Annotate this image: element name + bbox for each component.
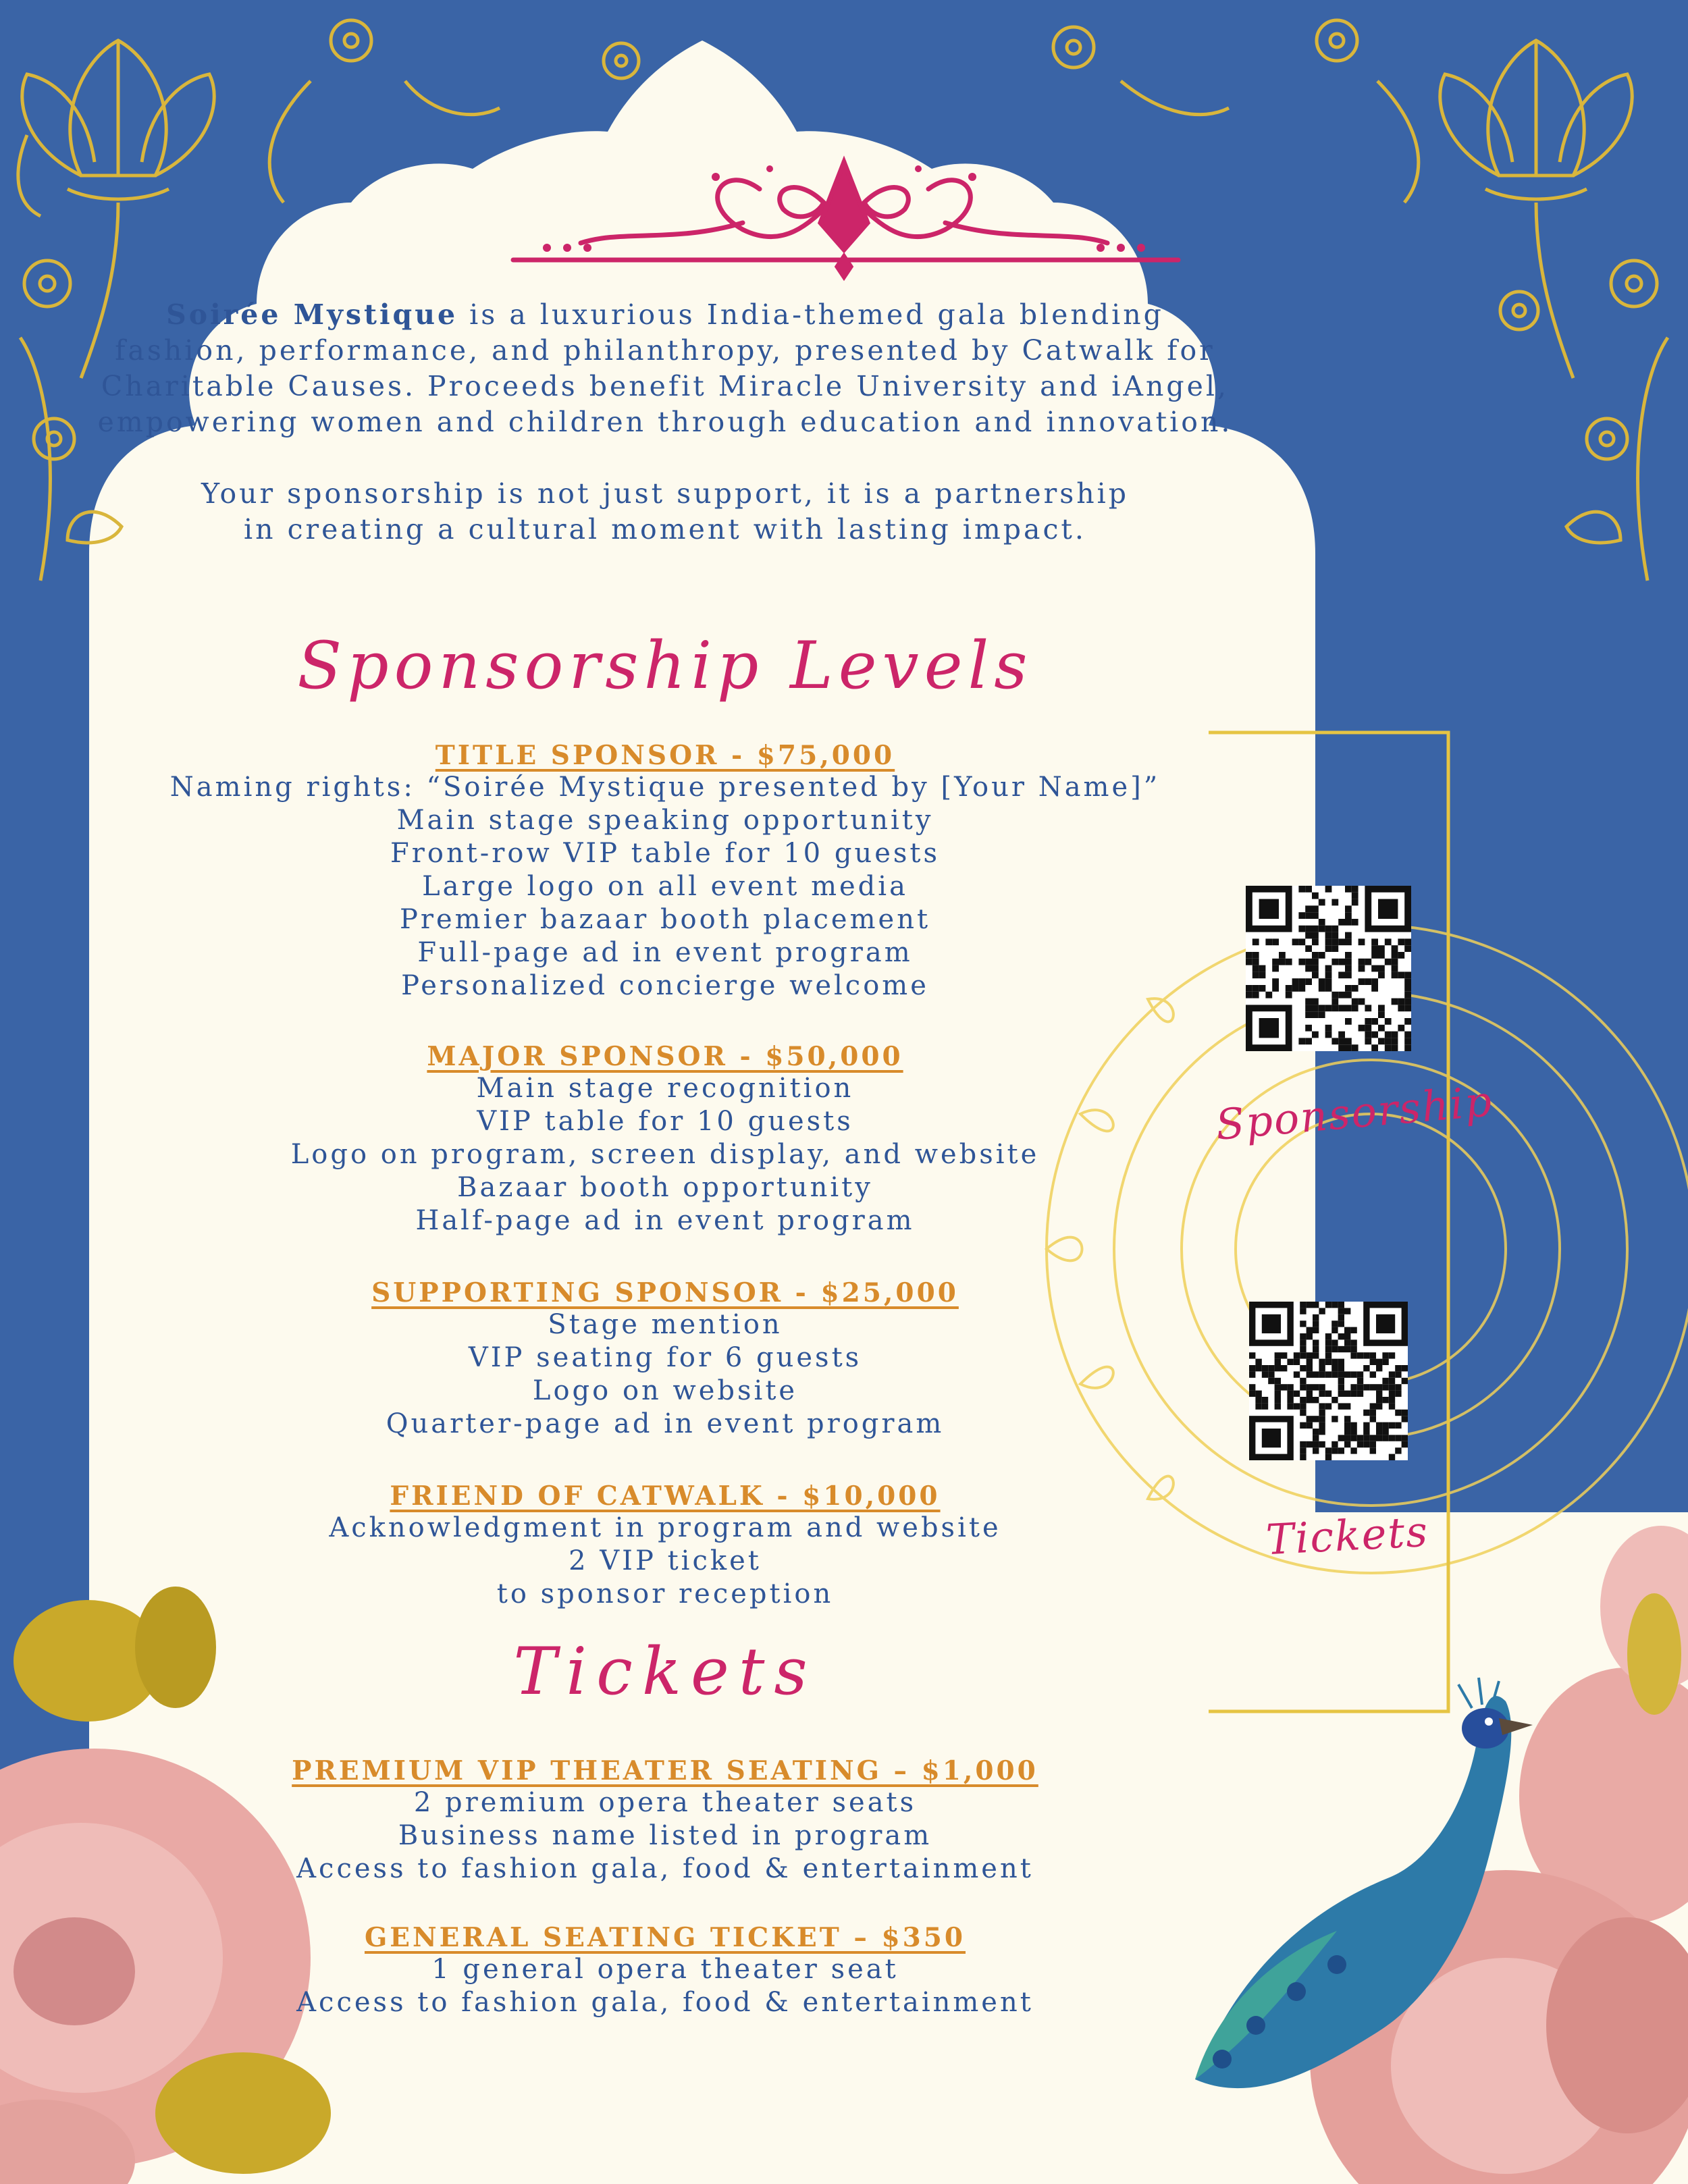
sponsor-benefit: to sponsor reception (496, 1578, 834, 1609)
sponsorship-qr-code[interactable] (1246, 886, 1411, 1051)
sponsor-benefit: Main stage speaking opportunity (396, 805, 934, 836)
sponsor-benefit: VIP seating for 6 guests (468, 1342, 862, 1373)
sponsor-benefit: 2 VIP ticket (569, 1545, 762, 1576)
sponsor-heading: SUPPORTING SPONSOR - $25,000 (371, 1277, 959, 1308)
intro-line-1: is a luxurious India-themed gala blending (458, 298, 1164, 331)
sponsor-benefit: VIP table for 10 guests (477, 1106, 853, 1137)
intro-line-2: fashion, performance, and philanthropy, presented by Catwalk for (115, 334, 1215, 367)
sponsor-level-friend (0, 1481, 1330, 1611)
brand-name: Soirée Mystique (166, 298, 458, 331)
sponsor-benefit: Naming rights: “Soirée Mystique presented by [Your Name]” (169, 772, 1161, 803)
sponsor-benefit: Stage mention (548, 1309, 783, 1340)
ticket-benefit: Business name listed in program (398, 1820, 932, 1851)
sponsor-benefit: Logo on website (532, 1375, 798, 1406)
sponsor-benefit: Main stage recognition (476, 1073, 854, 1104)
sponsor-benefit: Half-page ad in event program (415, 1205, 915, 1236)
intro-line-4: empowering women and children through education and innovation. (97, 406, 1233, 438)
ticket-general (0, 1922, 1330, 2019)
qr-pattern (1249, 1302, 1408, 1460)
sponsor-level-major (0, 1041, 1330, 1237)
ticket-benefit: 2 premium opera theater seats (413, 1787, 917, 1818)
tickets-qr-code[interactable] (1249, 1302, 1408, 1460)
sponsor-benefit: Front-row VIP table for 10 guests (390, 838, 940, 869)
sponsor-benefit: Full-page ad in event program (417, 937, 913, 968)
sponsor-benefit: Quarter-page ad in event program (386, 1408, 945, 1439)
sponsor-benefit: Personalized concierge welcome (401, 970, 929, 1001)
ticket-benefit: Access to fashion gala, food & entertainment (296, 1987, 1034, 2018)
intro-line-3: Charitable Causes. Proceeds benefit Miracle University and iAngel, (101, 370, 1230, 402)
qr-pattern (1246, 886, 1411, 1051)
ticket-benefit: 1 general opera theater seat (431, 1954, 899, 1985)
ticket-premium (0, 1755, 1330, 1886)
sponsor-heading: FRIEND OF CATWALK - $10,000 (390, 1481, 941, 1512)
ticket-heading: PREMIUM VIP THEATER SEATING – $1,000 (292, 1755, 1038, 1786)
sponsor-benefit: Acknowledgment in program and website (329, 1512, 1001, 1543)
sponsor-benefit: Bazaar booth opportunity (457, 1172, 873, 1203)
sponsorship-levels-title: Sponsorship Levels (297, 628, 1033, 703)
tickets-qr-label: Tickets (1265, 1506, 1430, 1565)
sponsor-level-title (0, 740, 1330, 1003)
sponsor-level-supporting (0, 1277, 1330, 1441)
sponsor-benefit: Large logo on all event media (422, 871, 908, 902)
intro-paragraph (0, 297, 1330, 548)
sponsor-benefit: Premier bazaar booth placement (399, 904, 931, 935)
ticket-heading: GENERAL SEATING TICKET – $350 (364, 1922, 966, 1953)
sponsor-heading: MAJOR SPONSOR - $50,000 (427, 1041, 903, 1072)
sponsorship-qr-label: Sponsorship (1213, 1076, 1495, 1150)
intro-line-5: Your sponsorship is not just support, it is a partnership (201, 477, 1130, 510)
intro-line-6: in creating a cultural moment with lasting impact. (244, 513, 1086, 545)
tickets-title: Tickets (513, 1634, 817, 1709)
ticket-benefit: Access to fashion gala, food & entertainment (296, 1853, 1034, 1884)
sponsor-benefit: Logo on program, screen display, and website (290, 1139, 1040, 1170)
sponsor-heading: TITLE SPONSOR - $75,000 (435, 740, 895, 771)
